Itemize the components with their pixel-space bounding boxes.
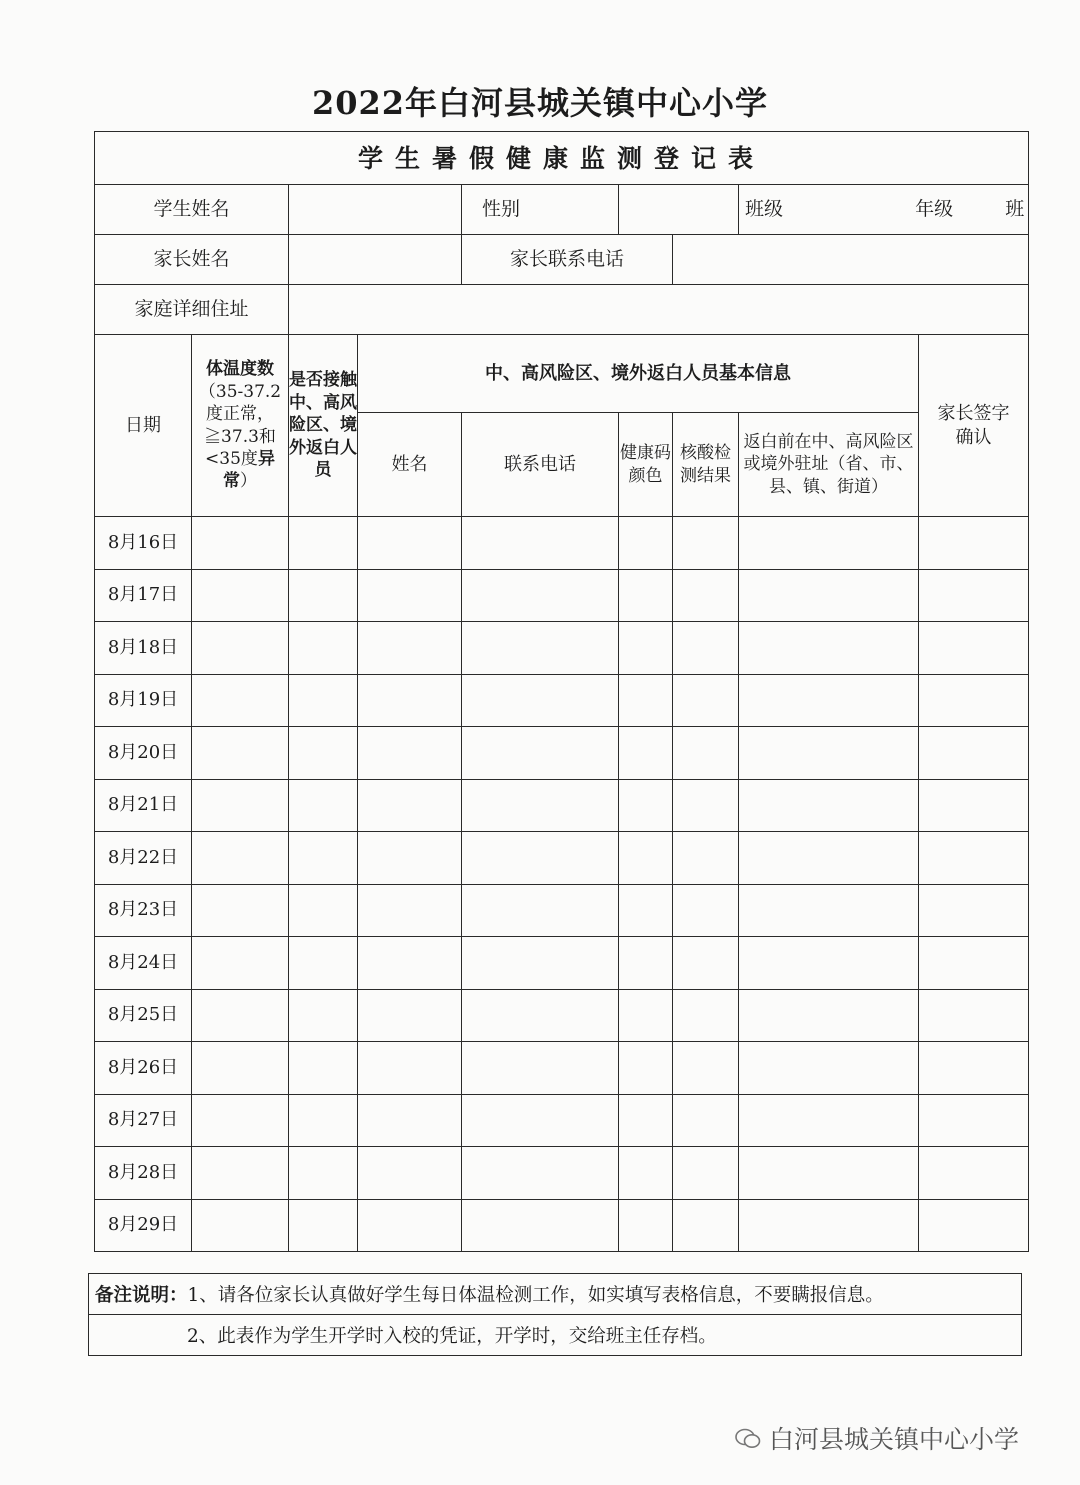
gender-field[interactable] <box>619 185 739 235</box>
table-row <box>95 727 1029 780</box>
entry-cell[interactable] <box>673 1147 739 1200</box>
entry-cell[interactable] <box>462 989 619 1042</box>
parent-name-label: 家长姓名 <box>95 235 289 285</box>
address-label: 家庭详细住址 <box>95 285 289 335</box>
health-monitoring-table <box>94 131 1029 1252</box>
entry-cell[interactable] <box>358 517 462 570</box>
entry-cell[interactable] <box>192 1199 289 1252</box>
entry-cell[interactable] <box>289 622 358 675</box>
entry-cell[interactable] <box>289 569 358 622</box>
entry-cell[interactable] <box>919 779 1029 832</box>
entry-cell[interactable] <box>462 779 619 832</box>
entry-cell[interactable] <box>192 937 289 990</box>
entry-cell[interactable] <box>673 1042 739 1095</box>
date-cell: 8月19日 <box>95 674 192 727</box>
entry-cell[interactable] <box>192 1042 289 1095</box>
entry-cell[interactable] <box>619 779 673 832</box>
entry-cell[interactable] <box>673 674 739 727</box>
entry-cell[interactable] <box>673 937 739 990</box>
entry-cell[interactable] <box>358 727 462 780</box>
date-cell: 8月27日 <box>95 1094 192 1147</box>
document-title: 2022年白河县城关镇中心小学 <box>311 84 769 122</box>
entry-cell[interactable] <box>289 937 358 990</box>
entry-cell[interactable] <box>919 1199 1029 1252</box>
wechat-icon <box>735 1427 761 1449</box>
entry-cell[interactable] <box>358 1094 462 1147</box>
entry-cell[interactable] <box>192 517 289 570</box>
entry-cell[interactable] <box>619 517 673 570</box>
table-row <box>95 1199 1029 1252</box>
entry-cell[interactable] <box>289 832 358 885</box>
date-cell: 8月21日 <box>95 779 192 832</box>
entry-cell[interactable] <box>673 989 739 1042</box>
entry-cell[interactable] <box>358 1042 462 1095</box>
entry-cell[interactable] <box>462 517 619 570</box>
entry-cell[interactable] <box>739 1199 919 1252</box>
entry-cell[interactable] <box>358 937 462 990</box>
table-row <box>95 1042 1029 1095</box>
entry-cell[interactable] <box>619 832 673 885</box>
entry-cell[interactable] <box>192 727 289 780</box>
entry-cell[interactable] <box>192 832 289 885</box>
header-name: 姓名 <box>358 413 462 517</box>
table-row <box>95 622 1029 675</box>
entry-cell[interactable] <box>619 1094 673 1147</box>
entry-cell[interactable] <box>619 1042 673 1095</box>
date-cell: 8月22日 <box>95 832 192 885</box>
student-name-field[interactable] <box>289 185 462 235</box>
table-row <box>95 937 1029 990</box>
date-cell: 8月29日 <box>95 1199 192 1252</box>
entry-cell[interactable] <box>919 674 1029 727</box>
entry-cell[interactable] <box>739 884 919 937</box>
header-address-before: 返白前在中、高风险区或境外驻址（省、市、县、镇、街道） <box>739 413 919 517</box>
table-row <box>95 1094 1029 1147</box>
watermark-text: 白河县城关镇中心小学 <box>769 1425 1020 1454</box>
entry-cell[interactable] <box>192 622 289 675</box>
entry-cell[interactable] <box>673 779 739 832</box>
entry-cell[interactable] <box>192 1094 289 1147</box>
entry-cell[interactable] <box>619 674 673 727</box>
entry-cell[interactable] <box>289 517 358 570</box>
entry-cell[interactable] <box>673 832 739 885</box>
entry-cell[interactable] <box>462 832 619 885</box>
entry-cell[interactable] <box>739 1147 919 1200</box>
date-cell: 8月26日 <box>95 1042 192 1095</box>
entry-cell[interactable] <box>739 569 919 622</box>
entry-cell[interactable] <box>739 937 919 990</box>
entry-cell[interactable] <box>919 1042 1029 1095</box>
entry-cell[interactable] <box>358 1147 462 1200</box>
entry-cell[interactable] <box>919 884 1029 937</box>
date-cell: 8月25日 <box>95 989 192 1042</box>
entry-cell[interactable] <box>462 1094 619 1147</box>
date-cell: 8月16日 <box>95 517 192 570</box>
entry-cell[interactable] <box>289 1199 358 1252</box>
entry-cell[interactable] <box>673 884 739 937</box>
watermark <box>735 1420 1019 1456</box>
entry-cell[interactable] <box>919 569 1029 622</box>
note-line-2: 2、此表作为学生开学时入校的凭证，开学时，交给班主任存档。 <box>89 1315 1022 1356</box>
date-cell: 8月24日 <box>95 937 192 990</box>
entry-cell[interactable] <box>289 1147 358 1200</box>
entry-cell[interactable] <box>192 674 289 727</box>
date-cell: 8月17日 <box>95 569 192 622</box>
entry-cell[interactable] <box>358 832 462 885</box>
entry-cell[interactable] <box>673 517 739 570</box>
entry-cell[interactable] <box>673 622 739 675</box>
entry-cell[interactable] <box>462 674 619 727</box>
entry-cell[interactable] <box>358 989 462 1042</box>
entry-cell[interactable] <box>919 622 1029 675</box>
student-name-label: 学生姓名 <box>95 185 289 235</box>
entry-cell[interactable] <box>919 1094 1029 1147</box>
header-temperature: 体温度数 （35-37.2度正常，≧37.3和<35度异常） <box>192 335 289 517</box>
header-date: 日期 <box>95 335 192 517</box>
entry-cell[interactable] <box>919 832 1029 885</box>
parent-name-field[interactable] <box>289 235 462 285</box>
table-row <box>95 779 1029 832</box>
entry-cell[interactable] <box>619 937 673 990</box>
entry-cell[interactable] <box>289 1094 358 1147</box>
entry-cell[interactable] <box>919 517 1029 570</box>
entry-cell[interactable] <box>289 727 358 780</box>
entry-cell[interactable] <box>358 779 462 832</box>
entry-cell[interactable] <box>673 1094 739 1147</box>
entry-cell[interactable] <box>739 779 919 832</box>
entry-cell[interactable] <box>192 1147 289 1200</box>
notes-table <box>88 1273 1022 1356</box>
entry-cell[interactable] <box>739 622 919 675</box>
entry-cell[interactable] <box>192 884 289 937</box>
class-suffix: 班 <box>1005 197 1025 220</box>
entry-cell[interactable] <box>462 937 619 990</box>
parent-phone-field[interactable] <box>673 235 1029 285</box>
date-cell: 8月23日 <box>95 884 192 937</box>
table-row <box>95 1147 1029 1200</box>
header-group: 中、高风险区、境外返白人员基本信息 <box>358 335 919 413</box>
entry-cell[interactable] <box>619 884 673 937</box>
header-health-code: 健康码颜色 <box>619 413 673 517</box>
address-field[interactable] <box>289 285 1029 335</box>
entry-cell[interactable] <box>358 1199 462 1252</box>
header-parent-sign: 家长签字确认 <box>919 335 1029 517</box>
entry-cell[interactable] <box>739 727 919 780</box>
entry-cell[interactable] <box>919 1147 1029 1200</box>
date-cell: 8月28日 <box>95 1147 192 1200</box>
entry-cell[interactable] <box>289 674 358 727</box>
entry-cell[interactable] <box>919 989 1029 1042</box>
entry-cell[interactable] <box>673 569 739 622</box>
date-cell: 8月20日 <box>95 727 192 780</box>
entry-cell[interactable] <box>462 1199 619 1252</box>
entry-cell[interactable] <box>619 1199 673 1252</box>
entry-cell[interactable] <box>619 727 673 780</box>
grade-label: 年级 <box>915 197 954 220</box>
entry-cell[interactable] <box>192 779 289 832</box>
header-nucleic: 核酸检测结果 <box>673 413 739 517</box>
entry-cell[interactable] <box>462 622 619 675</box>
entry-cell[interactable] <box>192 569 289 622</box>
entry-cell[interactable] <box>919 727 1029 780</box>
note-line-1: 备注说明：1、请各位家长认真做好学生每日体温检测工作，如实填写表格信息，不要瞒报信息。 <box>89 1274 1022 1315</box>
table-row <box>95 674 1029 727</box>
date-cell: 8月18日 <box>95 622 192 675</box>
entry-cell[interactable] <box>739 1094 919 1147</box>
header-phone: 联系电话 <box>462 413 619 517</box>
parent-phone-label: 家长联系电话 <box>462 235 673 285</box>
entry-cell[interactable] <box>192 989 289 1042</box>
entry-cell[interactable] <box>289 1042 358 1095</box>
entry-cell[interactable] <box>619 569 673 622</box>
entry-cell[interactable] <box>462 727 619 780</box>
table-row <box>95 517 1029 570</box>
table-row <box>95 884 1029 937</box>
entry-cell[interactable] <box>289 884 358 937</box>
header-contact: 是否接触中、高风险区、境外返白人员 <box>289 335 358 517</box>
entry-cell[interactable] <box>462 1147 619 1200</box>
entry-cell[interactable] <box>358 674 462 727</box>
entry-cell[interactable] <box>358 884 462 937</box>
entry-cell[interactable] <box>289 989 358 1042</box>
entry-cell[interactable] <box>673 1199 739 1252</box>
entry-cell[interactable] <box>462 569 619 622</box>
table-row <box>95 569 1029 622</box>
entry-cell[interactable] <box>673 727 739 780</box>
entry-cell[interactable] <box>619 622 673 675</box>
table-row <box>95 832 1029 885</box>
entry-cell[interactable] <box>619 1147 673 1200</box>
entry-cell[interactable] <box>739 517 919 570</box>
entry-cell[interactable] <box>739 674 919 727</box>
entry-cell[interactable] <box>358 622 462 675</box>
entry-cell[interactable] <box>739 1042 919 1095</box>
class-grade-field[interactable] <box>739 185 1029 235</box>
form-title: 学生暑假健康监测登记表 <box>95 132 1029 185</box>
entry-cell[interactable] <box>619 989 673 1042</box>
entry-cell[interactable] <box>289 779 358 832</box>
notes-label: 备注说明： <box>95 1285 188 1306</box>
table-row <box>95 989 1029 1042</box>
entry-cell[interactable] <box>739 832 919 885</box>
class-label: 班级 <box>745 197 784 220</box>
gender-label: 性别 <box>462 185 619 235</box>
entry-cell[interactable] <box>739 989 919 1042</box>
entry-cell[interactable] <box>462 884 619 937</box>
entry-cell[interactable] <box>358 569 462 622</box>
entry-cell[interactable] <box>462 1042 619 1095</box>
entry-cell[interactable] <box>919 937 1029 990</box>
